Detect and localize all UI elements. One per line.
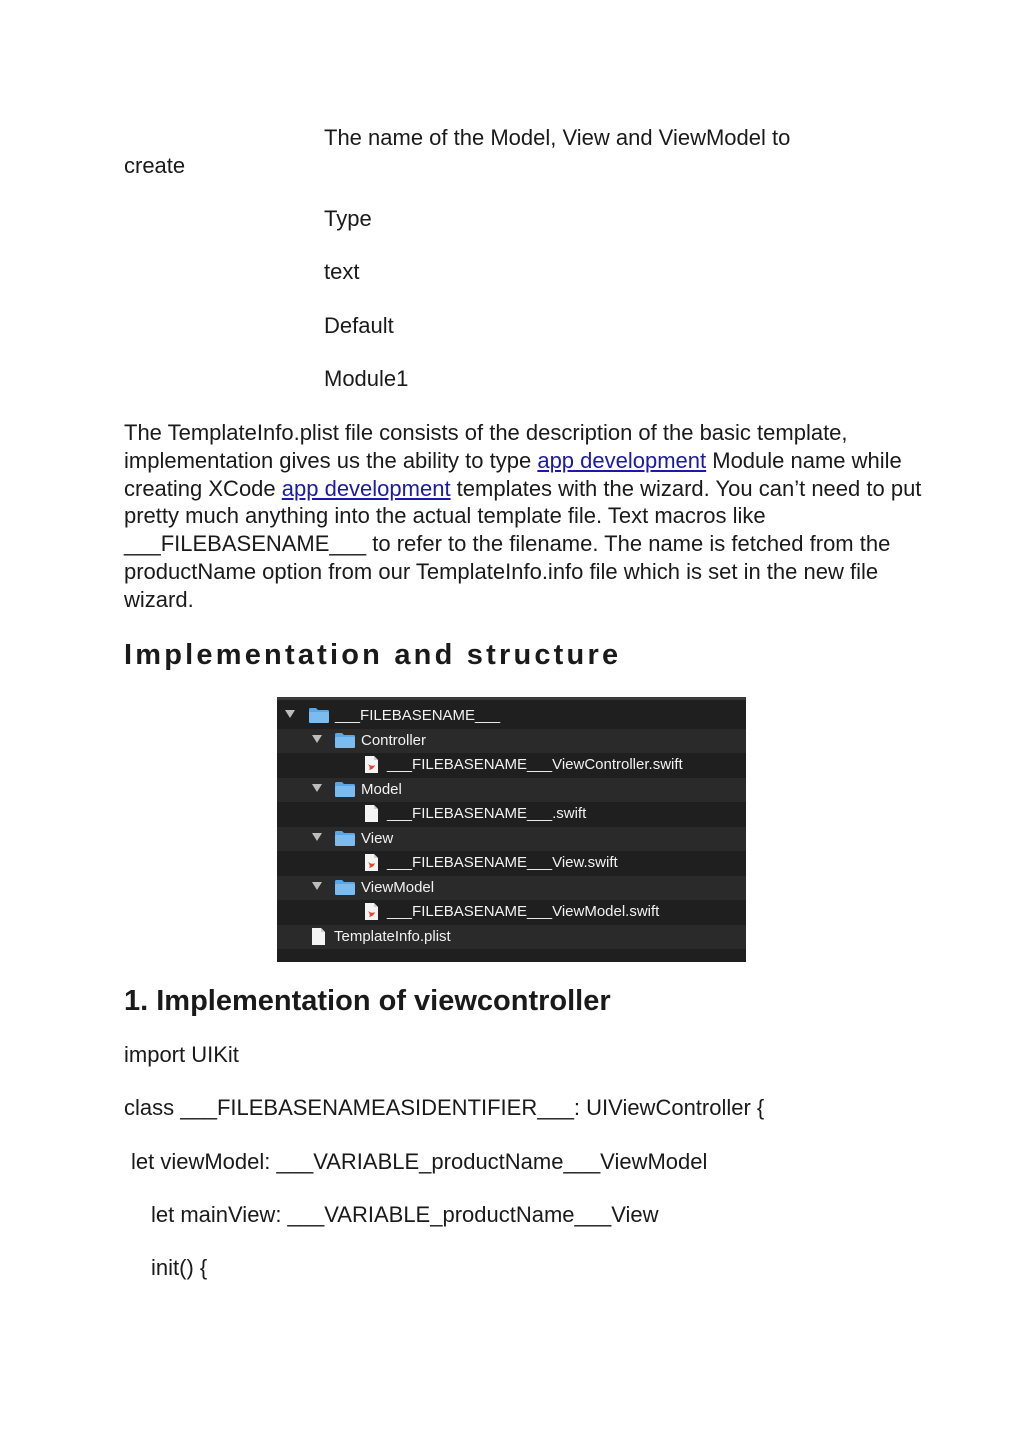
code-line-viewmodel: let viewModel: ___VARIABLE_productName___ViewModel <box>131 1149 708 1174</box>
tree-row[interactable] <box>277 704 746 729</box>
tree-row[interactable] <box>277 729 746 754</box>
folder-icon <box>335 782 355 797</box>
tree-row[interactable] <box>277 851 746 876</box>
app-development-link-1[interactable]: app development <box>537 447 707 473</box>
tree-item-label: Controller <box>361 731 427 749</box>
disclosure-triangle-icon[interactable] <box>312 784 322 792</box>
tree-item-label: ViewModel <box>361 878 435 896</box>
tree-item-label: View <box>361 829 394 847</box>
tree-row[interactable] <box>277 778 746 803</box>
folder-icon <box>309 708 329 723</box>
disclosure-triangle-icon[interactable] <box>312 735 322 743</box>
swift-file-icon <box>365 756 378 773</box>
tree-item-label: Model <box>361 780 402 798</box>
folder-icon <box>335 880 355 895</box>
code-line-import: import UIKit <box>124 1042 239 1067</box>
tree-item-label: ___FILEBASENAME___View.swift <box>387 854 618 871</box>
paragraph-text-2: Module name while creating XCode <box>124 447 902 501</box>
default-value: Module1 <box>324 366 409 391</box>
code-line-mainview: let mainView: ___VARIABLE_productName___View <box>151 1202 659 1227</box>
document-icon <box>312 928 325 945</box>
structure-heading: Implementation and structure <box>124 639 622 671</box>
tree-row[interactable] <box>277 900 746 925</box>
paragraph-text-1: The TemplateInfo.plist file consists of the description of the basic template, implementation gives us the ability to type <box>124 420 848 473</box>
option-description-cont: create <box>124 153 186 178</box>
code-line-class: class ___FILEBASENAMEASIDENTIFIER___: UIViewController { <box>124 1095 765 1120</box>
disclosure-triangle-icon[interactable] <box>285 710 295 718</box>
paragraph-text-3: templates with the wizard. You can’t need to put pretty much anything into the actual template file. Text macros like ___FILEBASENAME___ to refer to the filename. The name is fetched from the productName option from our TemplateInfo.info file which is set in the new file wizard. <box>124 475 922 612</box>
viewcontroller-heading: 1. Implementation of viewcontroller <box>124 985 611 1017</box>
swift-file-icon <box>365 854 378 871</box>
disclosure-triangle-icon[interactable] <box>312 882 322 890</box>
app-development-link-2[interactable]: app development <box>281 475 451 501</box>
folder-icon <box>335 733 355 748</box>
tree-row[interactable] <box>277 827 746 852</box>
tree-item-label: ___FILEBASENAME___ViewController.swift <box>387 756 683 773</box>
tree-row[interactable] <box>277 753 746 778</box>
type-value: text <box>324 259 360 284</box>
tree-row[interactable] <box>277 925 746 950</box>
file-tree-screenshot <box>277 697 746 962</box>
disclosure-triangle-icon[interactable] <box>312 833 322 841</box>
type-label: Type <box>324 206 372 231</box>
swift-file-icon <box>365 903 378 920</box>
templateinfo-paragraph <box>124 419 924 614</box>
tree-item-label: ___FILEBASENAME___ViewModel.swift <box>387 903 660 920</box>
document-icon <box>365 805 378 822</box>
code-line-init: init() { <box>151 1255 208 1280</box>
tree-item-label: TemplateInfo.plist <box>334 927 451 945</box>
tree-row[interactable] <box>277 876 746 901</box>
tree-item-label: ___FILEBASENAME___ <box>335 707 501 724</box>
folder-icon <box>335 831 355 846</box>
default-label: Default <box>324 313 394 338</box>
tree-item-label: ___FILEBASENAME___.swift <box>387 805 587 822</box>
tree-row[interactable] <box>277 802 746 827</box>
option-description: The name of the Model, View and ViewModel to <box>324 125 791 150</box>
